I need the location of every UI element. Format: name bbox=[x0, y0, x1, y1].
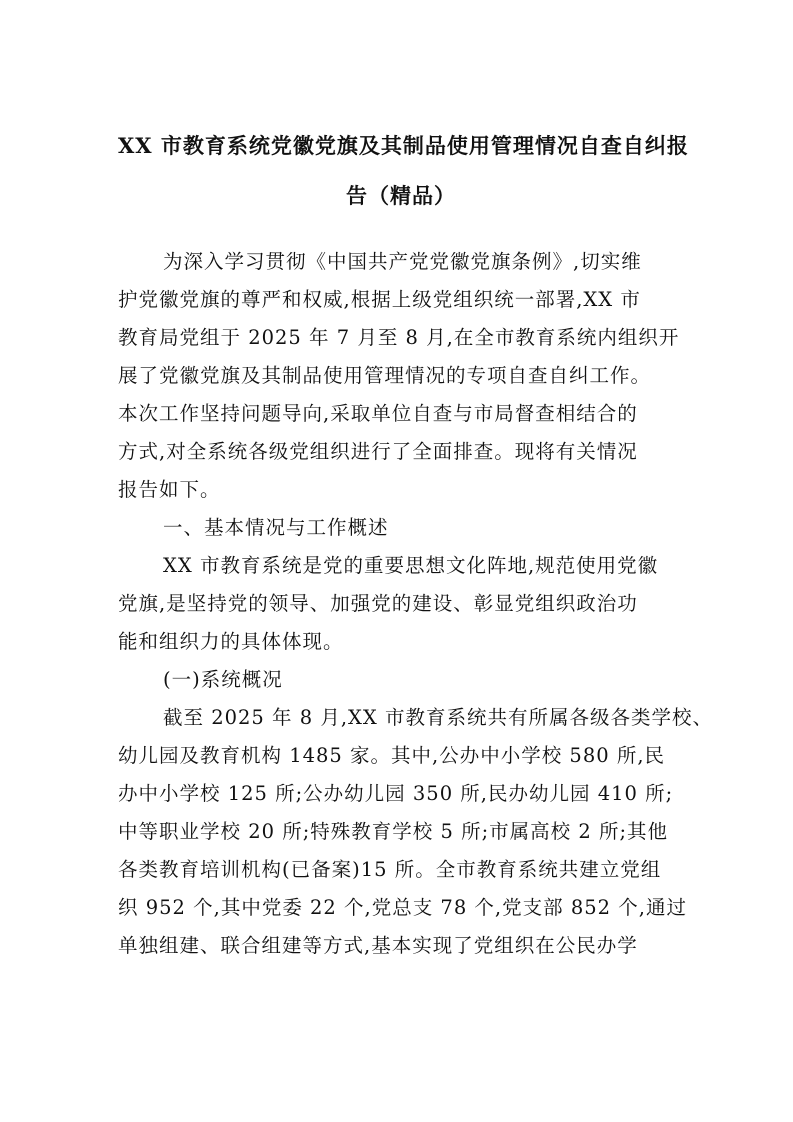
paragraph-line: 为深入学习贯彻《中国共产党党徽党旗条例》,切实维 bbox=[163, 250, 642, 273]
paragraph-line: 本次工作坚持问题导向,采取单位自查与市局督查相结合的 bbox=[118, 402, 638, 425]
document-title-line-2: 告（精品） bbox=[346, 183, 456, 208]
paragraph-line: 党旗,是坚持党的领导、加强党的建设、彰显党组织政治功 bbox=[118, 592, 638, 615]
paragraph-line: 幼儿园及教育机构 1485 家。其中,公办中小学校 580 所,民 bbox=[118, 744, 666, 767]
document-title-line-1: XX 市教育系统党徽党旗及其制品使用管理情况自查自纠报 bbox=[118, 133, 689, 158]
section-heading: 一、基本情况与工作概述 bbox=[163, 516, 389, 539]
paragraph-line: 展了党徽党旗及其制品使用管理情况的专项自查自纠工作。 bbox=[118, 364, 652, 387]
paragraph-line: 办中小学校 125 所;公办幼儿园 350 所,民办幼儿园 410 所; bbox=[118, 782, 674, 805]
paragraph-line: 单独组建、联合组建等方式,基本实现了党组织在公民办学 bbox=[118, 934, 638, 957]
paragraph-line: XX 市教育系统是党的重要思想文化阵地,规范使用党徽 bbox=[163, 554, 659, 577]
paragraph-line: 能和组织力的具体体现。 bbox=[118, 630, 344, 653]
subsection-heading: (一)系统概况 bbox=[163, 668, 283, 691]
paragraph-line: 中等职业学校 20 所;特殊教育学校 5 所;市属高校 2 所;其他 bbox=[118, 820, 669, 843]
paragraph-line: 各类教育培训机构(已备案)15 所。全市教育系统共建立党组 bbox=[118, 858, 662, 881]
paragraph-line: 织 952 个,其中党委 22 个,党总支 78 个,党支部 852 个,通过 bbox=[118, 896, 687, 919]
paragraph-line: 护党徽党旗的尊严和权威,根据上级党组织统一部署,XX 市 bbox=[118, 288, 641, 311]
paragraph-line: 教育局党组于 2025 年 7 月至 8 月,在全市教育系统内组织开 bbox=[118, 326, 680, 349]
paragraph-line: 报告如下。 bbox=[118, 478, 221, 501]
paragraph-line: 截至 2025 年 8 月,XX 市教育系统共有所属各级各类学校、 bbox=[163, 706, 713, 729]
paragraph-line: 方式,对全系统各级党组织进行了全面排查。现将有关情况 bbox=[118, 440, 638, 463]
